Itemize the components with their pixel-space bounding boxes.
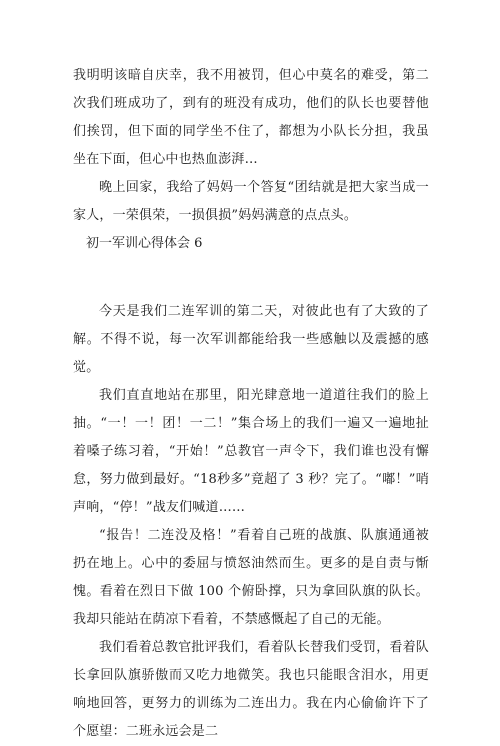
paragraph: 今天是我们二连军训的第二天，对彼此也有了大致的了解。不得不说，每一次军训都能给我一些感触以及震撼的感觉。 [73,304,429,375]
paragraph: 我明明该暗自庆幸，我不用被罚，但心中莫名的难受，第二次我们班成功了，到有的班没有成功，他们的队长也要替他们挨罚，但下面的同学坐不住了，都想为小队长分担，我虽坐在下面，但心中也热血澎湃… [73,68,429,167]
section-heading: 初一军训心得体会 6 [86,236,203,251]
paragraph: “报告！二连没及格！”看着自己班的战旗、队旗通通被扔在地上。心中的委屈与愤怒油然而生。更多的是自责与惭愧。看着在烈日下做 100 个俯卧撑，只为拿回队旗的队长。我却只能站在荫凉下看着，不禁感慨起了自己的无能。 [73,528,429,627]
paragraph: 我们看着总教官批评我们，看着队长替我们受罚，看着队长拿回队旗骄傲而又吃力地微笑。我也只能眼含泪水，用更响地回答，更努力的训练为二连出力。我在内心偷偷许下了个愿望：二班永远会是二 [73,640,430,739]
spacer [73,258,429,298]
paragraph: 我们直直地站在那里，阳光肆意地一道道往我们的脸上抽。“一！一！团！一二！”集合场上的我们一遍又一遍地扯着嗓子练习着，“开始！”总教官一声令下，我们谁也没有懈怠，努力做到最好。“18秒多”竟超了 3 秒？完了。“嘟！”哨声响，“停！”战友们喊道…… [73,388,429,515]
paragraph: 晚上回家，我给了妈妈一个答复“团结就是把大家当成一家人，一荣俱荣，一损俱损”妈妈满意的点点头。 [73,180,429,223]
document-body [73,62,429,746]
